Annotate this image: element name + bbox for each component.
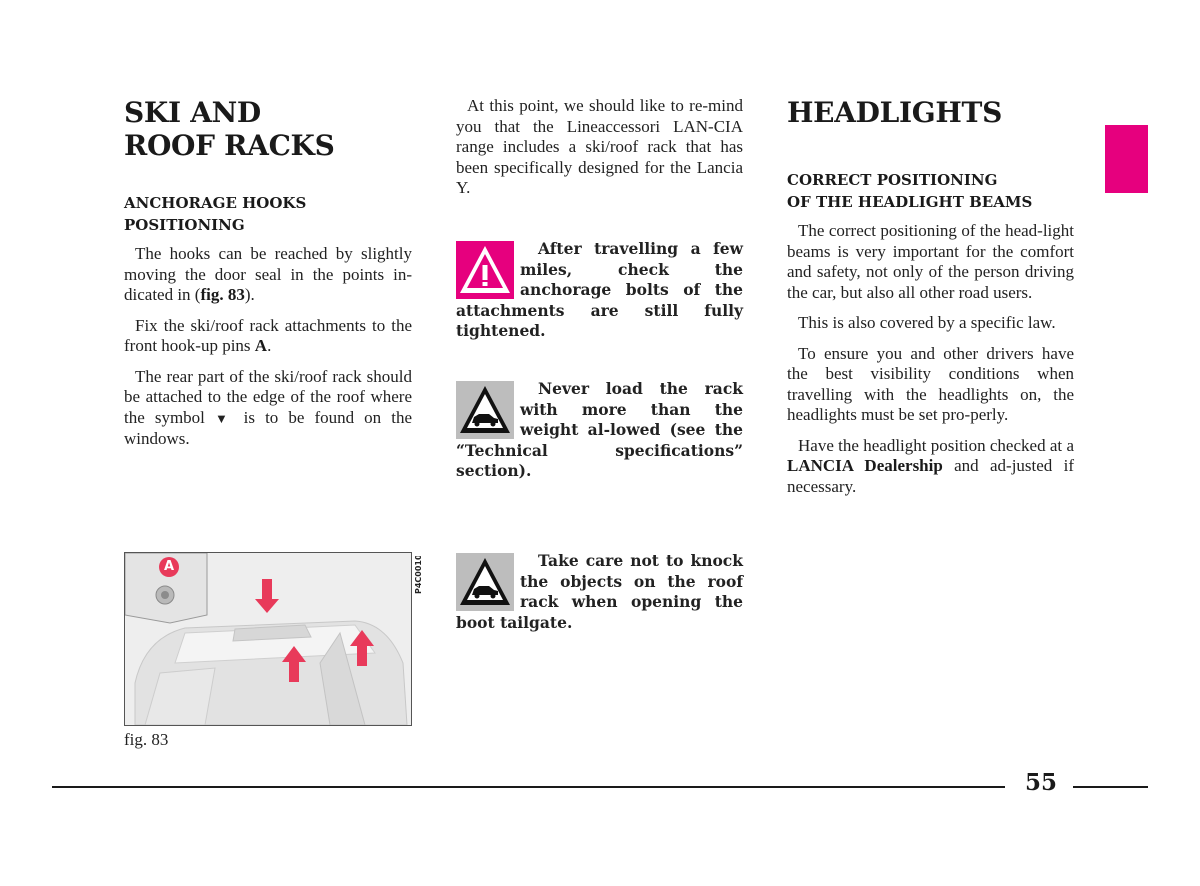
paragraph-visibility: To ensure you and other drivers have the best visibility conditions when travelling with the headlights on, the headlights must be set pro-perly. xyxy=(787,343,1074,424)
subtitle-headlight-beams: CORRECT POSITIONING OF THE HEADLIGHT BEAMS xyxy=(787,171,1033,211)
paragraph-front-pins: Fix the ski/roof rack attachments to the front hook-up pins A. xyxy=(124,315,412,355)
figure-code-text: P4C00104 xyxy=(414,556,423,594)
warning-rack-weight: Never load the rack with more than the weight al-lowed (see the “Technical specifications” section). xyxy=(456,379,743,480)
paragraph-importance: The correct positioning of the head-light beams is very important for the comfort and safety, not only of the person driving the car, but also all other road users. xyxy=(787,221,1074,302)
arrow-down-icon xyxy=(255,579,279,613)
column-headlights xyxy=(787,96,1074,507)
figure-code xyxy=(411,556,423,596)
paragraph-dealership: Have the headlight position checked at a LANCIA Dealership and ad-justed if necessary. xyxy=(787,435,1074,496)
warning-triangle-icon xyxy=(456,241,514,299)
figure-reference: fig. 83 xyxy=(200,285,245,304)
car-warning-icon xyxy=(456,553,514,611)
column-ski-roof-racks xyxy=(124,96,412,460)
figure-roof-rack-illustration xyxy=(124,552,412,726)
paragraph-law: This is also covered by a specific law. xyxy=(798,313,1056,332)
paragraph-rear-attachment: The rear part of the ski/roof rack should be attached to the edge of the roof where the symbol ▼ is to be found on the windows. xyxy=(124,366,412,448)
warning-anchorage-bolts: After travelling a few miles, check the anchorage bolts of the attachments are still fully tightened. xyxy=(456,239,743,340)
figure-caption: fig. 83 xyxy=(124,730,169,749)
page-number: 55 xyxy=(1024,769,1057,796)
warning-boot-tailgate: Take care not to knock the objects on the roof rack when opening the boot tailgate. xyxy=(456,551,743,632)
arrows-overlay xyxy=(125,553,411,725)
car-warning-icon xyxy=(456,381,514,439)
section-title-ski-roof-racks: SKI AND ROOF RACKS xyxy=(124,96,335,162)
arrow-up-icon xyxy=(350,630,374,666)
callout-badge-a: A xyxy=(159,557,179,577)
subtitle-anchorage-hooks: ANCHORAGE HOOKS POSITIONING xyxy=(124,194,307,234)
footer-rule-left xyxy=(52,786,1005,788)
section-tab-marker xyxy=(1105,125,1148,193)
paragraph-lineaccessori: At this point, we should like to re-mind you that the Lineaccessori LAN-CIA range includes a ski/roof rack that has been specifically designed for the Lancia Y. xyxy=(456,96,743,197)
pin-reference: A xyxy=(254,336,268,355)
arrow-up-icon xyxy=(282,646,306,682)
section-title-headlights: HEADLIGHTS xyxy=(787,96,1003,129)
paragraph-hooks-reach: The hooks can be reached by slightly moving the door seal in the points in-dicated in (fig. 83). xyxy=(124,244,412,304)
column-warnings xyxy=(456,96,743,632)
dealership-name: LANCIA Dealership xyxy=(787,456,943,475)
window-symbol-icon: ▼ xyxy=(214,410,234,426)
footer-rule-right xyxy=(1073,786,1148,788)
